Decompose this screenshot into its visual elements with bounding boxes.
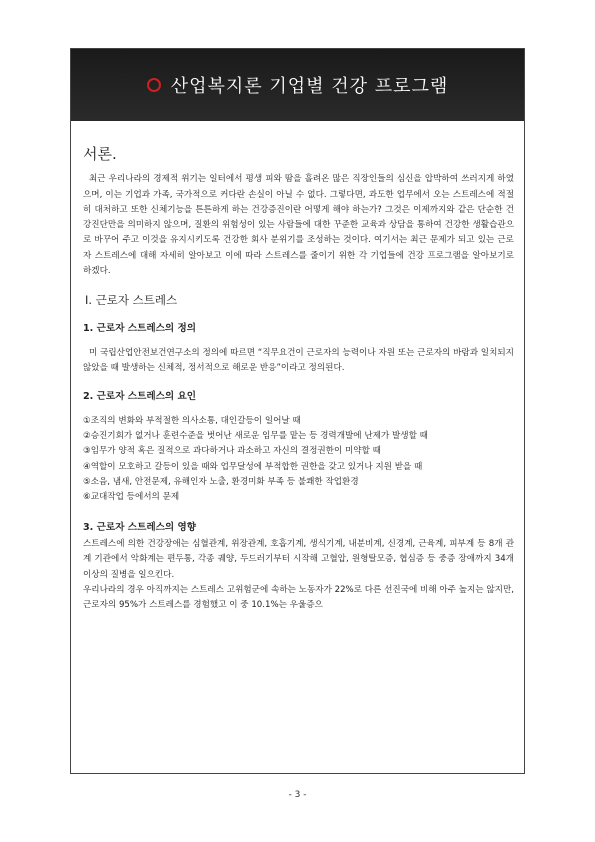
title-banner xyxy=(71,49,524,121)
subsection-heading-definition: 1. 근로자 스트레스의 정의 xyxy=(83,322,197,334)
circle-bullet-icon xyxy=(147,78,161,92)
effects-paragraph: 스트레스에 의한 건강장애는 심혈관계, 위장관계, 호흡기계, 생식기계, 내분비계, 신경계, 근육계, 피부계 등 8개 관계 기관에서 악화계는 편두통, 각종 궤양, 두드러기부터 시작해 고혈압, 원형탈모증, 협심증 등 중증 장애까지 34개 이상의 질병을 일으킨다. xyxy=(83,538,514,580)
page-title: 산업복지론 기업별 건강 프로그램 xyxy=(170,76,449,97)
page-frame xyxy=(70,48,525,774)
list-item: ⑥교대작업 등에서의 문제 xyxy=(83,492,180,503)
intro-heading: 서론. xyxy=(83,145,117,163)
list-item: ③임무가 양적 혹은 질적으로 과다하거나 과소하고 자신의 결정권한이 미약할 때 xyxy=(83,446,381,457)
document-body xyxy=(83,147,514,613)
subsection-heading-causes: 2. 근로자 스트레스의 요인 xyxy=(83,390,197,402)
causes-list xyxy=(83,414,514,506)
list-item: ④역할이 모호하고 갈등이 있을 때와 업무달성에 부적합한 권한을 갖고 있거나 지원 받을 때 xyxy=(83,461,423,472)
list-item: ②승진기회가 없거나 훈련수준을 벗어난 새로운 임무를 맡는 등 경력개발에 난제가 발생할 때 xyxy=(83,431,428,442)
section-heading: Ⅰ. 근로자 스트레스 xyxy=(85,293,178,308)
subsection-heading-effects: 3. 근로자 스트레스의 영향 xyxy=(83,521,197,533)
intro-paragraph: 최근 우리나라의 경제적 위기는 일터에서 평생 피와 땀을 흘려온 많은 직장인들의 심신을 압박하여 쓰러지게 하였으며, 이는 기업과 가족, 국가적으로 커다란 손실이 아닐 수 없다. 그렇다면, 과도한 업무에서 오는 스트레스에 적절히 대처하고 또한 신체기능을 튼튼하게 하는 건강증진이란 어떻게 해야 하는가? 그것은 이제까지와 같은 단순한 건강진단만을 의미하지 않으며, 질환의 위험성이 있는 사람들에 대한 꾸준한 교육과 상담을 통하여 건강한 생활습관으로 바꾸어 주고 이것을 유지시키도록 건강한 회사 분위기를 조성하는 것이다. 여기서는 최근 문제가 되고 있는 근로자 스트레스에 대해 자세히 알아보고 이에 따라 스트레스를 줄이기 위한 각 기업들에 건강 프로그램을 알아보기로 하겠다. xyxy=(83,174,514,277)
effects-paragraph: 우리나라의 경우 아직까지는 스트레스 고위험군에 속하는 노동자가 22%로 다른 선진국에 비해 아주 높지는 않지만, 근로자의 95%가 스트레스를 경험했고 이 중 10.1%는 우울증으 xyxy=(83,584,514,611)
list-item: ①조직의 변화와 부적절한 의사소통, 대인갈등이 일어날 때 xyxy=(83,415,301,426)
page-number: - 3 - xyxy=(288,790,307,800)
definition-paragraph: 미 국립산업안전보건연구소의 정의에 따르면 “직무요건이 근로자의 능력이나 자원 또는 근로자의 바람과 일치되지 않았을 때 발생하는 신체적, 정서적으로 해로운 반응”이라고 정의된다. xyxy=(83,347,514,374)
list-item: ⑤소음, 냄새, 안전문제, 유해인자 노출, 환경미화 부족 등 불쾌한 작업환경 xyxy=(83,477,359,488)
